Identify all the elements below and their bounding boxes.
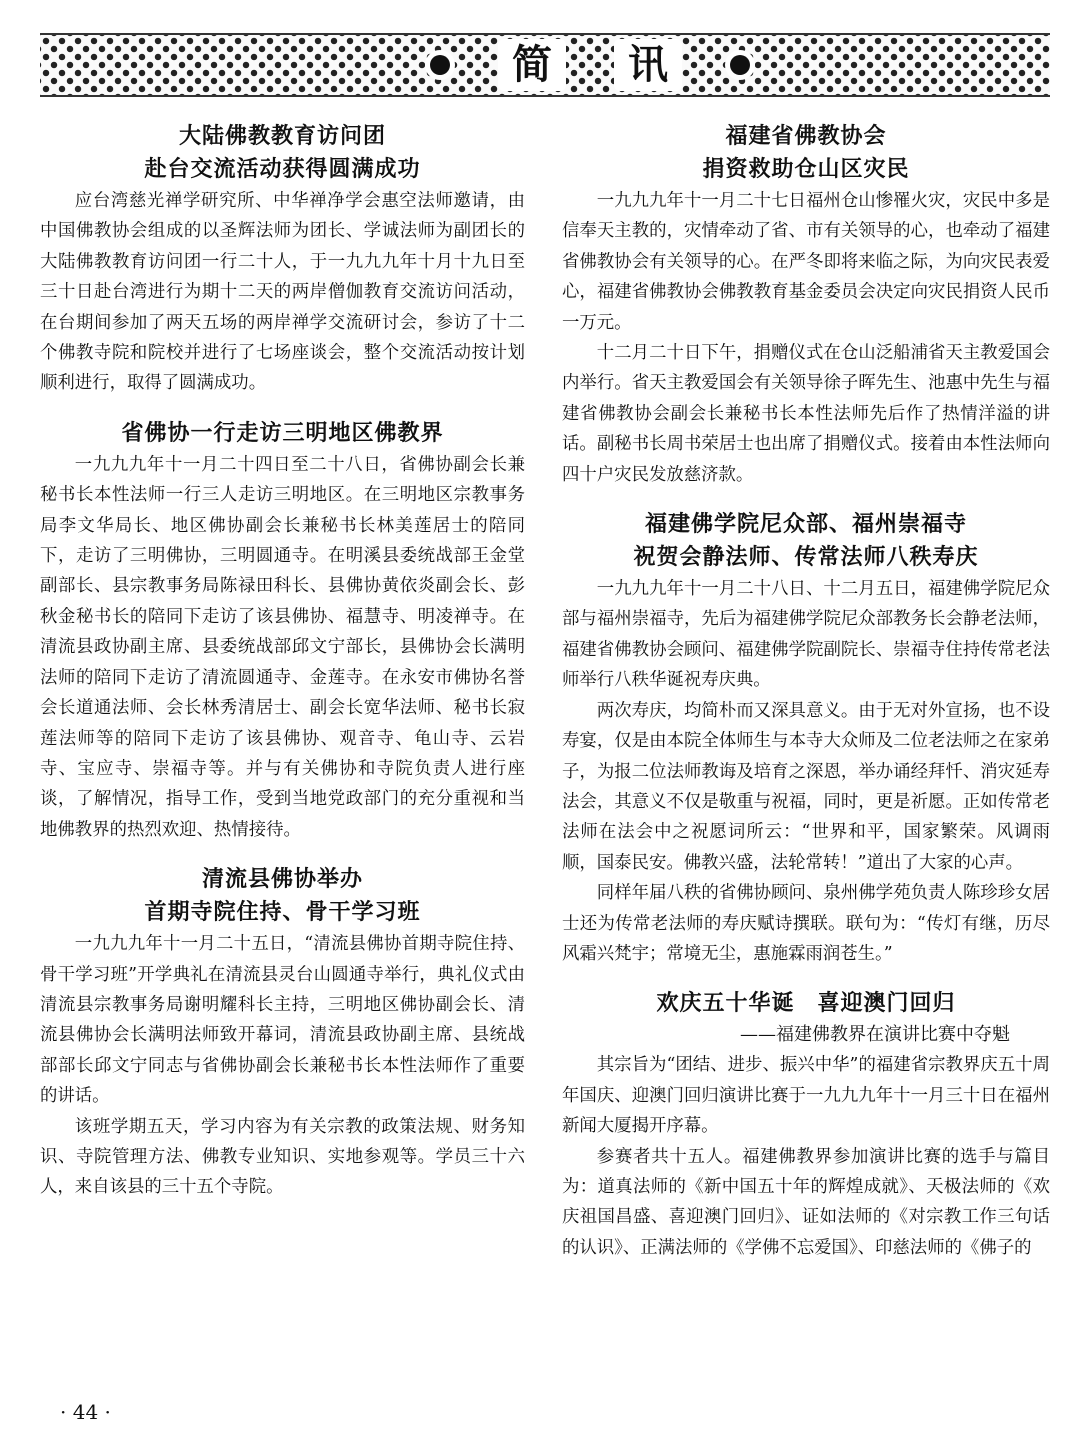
bullet-dot-icon <box>430 55 450 75</box>
banner-char-right: 讯 <box>614 39 682 91</box>
right-column <box>562 120 1050 1281</box>
article-paragraph: 同样年届八秩的省佛协顾问、泉州佛学苑负责人陈珍珍女居士还为传常老法师的寿庆赋诗撰联。联句为：“传灯有继，历尽风霜兴梵宇；常境无尘，惠施霖雨润苍生。” <box>562 883 1050 964</box>
article-title-line: 福建佛学院尼众部、福州崇福寺 <box>644 512 967 538</box>
article-title-line: 欢庆五十华诞 喜迎澳门回归 <box>656 991 956 1017</box>
article-paragraph: 其宗旨为“团结、进步、振兴中华”的福建省宗教界庆五十周年国庆、迎澳门回归演讲比赛于一九九九年十一月三十日在福州新闻大厦揭开序幕。 <box>562 1055 1050 1137</box>
article-paragraph: 该班学期五天，学习内容为有关宗教的政策法规、财务知识、寺院管理方法、佛教专业知识、实地参观等。学员三十六人，来自该县的三十五个寺院。 <box>40 1116 525 1198</box>
article-paragraph: 两次寿庆，均简朴而又深具意义。由于无对外宣扬，也不设寿宴，仅是由本院全体师生与本寺大众师及二位老法师之在家弟子，为报二位法师教诲及培育之深恩，举办诵经拜忏、消灾延寿法会，其意义不仅是敬重与祝福，同时，更是祈愿。正如传常老法师在法会中之祝愿词所云：“世界和平，国家繁荣。风调雨顺，国泰民安。佛教兴盛，法轮常转！”道出了大家的心声。 <box>562 700 1050 873</box>
article-sanming-visit <box>40 417 525 845</box>
article-paragraph: 一九九九年十一月二十七日福州仓山惨罹火灾，灾民中多是信奉天主教的，灾情牵动了省、市有关领导的心，也牵动了福建省佛教协会有关领导的心。在严冬即将来临之际，为向灾民表爱心，福建省佛教协会佛教教育基金委员会决定向灾民捐资人民币一万元。 <box>562 191 1050 333</box>
article-title-line: 省佛协一行走访三明地区佛教界 <box>121 420 444 446</box>
banner-title <box>340 35 840 95</box>
article-title-line: 捐资救助仓山区灾民 <box>702 157 910 182</box>
article-birthday-celebration <box>562 508 1050 969</box>
section-banner <box>40 33 1050 97</box>
article-title-line: 首期寺院住持、骨干学习班 <box>144 900 421 926</box>
page-number: · 44 · <box>60 1400 111 1424</box>
article-paragraph: 一九九九年十一月二十八日、十二月五日，福建佛学院尼众部与福州崇福寺，先后为福建佛学院尼众部教务长会静老法师，福建省佛教协会顾问、福建佛学院副院长、崇福寺住持传常老法师举行八秩华诞祝寿庆典。 <box>562 579 1050 691</box>
article-title-line: 福建省佛教协会 <box>725 124 887 149</box>
article-title-line: 祝贺会静法师、传常法师八秩寿庆 <box>633 545 979 571</box>
article-title-line: 清流县佛协举办 <box>201 867 363 893</box>
article-paragraph: 参赛者共十五人。福建佛教界参加演讲比赛的选手与篇目为：道真法师的《新中国五十年的辉煌成就》、天极法师的《欢庆祖国昌盛、喜迎澳门回归》、证如法师的《对宗教工作三句话的认识》、正满法师的《学佛不忘爱国》、印慈法师的《佛子的 <box>562 1146 1050 1258</box>
bullet-dot-icon <box>730 55 750 75</box>
banner-char-left: 简 <box>498 39 566 91</box>
article-title-line: 赴台交流活动获得圆满成功 <box>144 157 421 182</box>
article-paragraph: 一九九九年十一月二十五日，“清流县佛协首期寺院住持、骨干学习班”开学典礼在清流县灵台山圆通寺举行，典礼仪式由清流县宗教事务局谢明耀科长主持，三明地区佛协副会长、清流县佛协会长满明法师致开幕词，清流县政协副主席、县统战部部长邱文宁同志与省佛协副会长兼秘书长本性法师作了重要的讲话。 <box>40 934 525 1107</box>
article-paragraph: 应台湾慈光禅学研究所、中华禅净学会惠空法师邀请，由中国佛教协会组成的以圣辉法师为团长、学诚法师为副团长的大陆佛教教育访问团一行二十人，于一九九九年十月十九日至三十日赴台湾进行为期十二天的两岸僧伽教育交流访问活动，在台期间参加了两天五场的两岸禅学交流研讨会，参访了十二个佛教寺院和院校并进行了七场座谈会，整个交流活动按计划顺利进行，取得了圆满成功。 <box>40 191 525 394</box>
article-paragraph: 十二月二十日下午，捐赠仪式在仓山泛船浦省天主教爱国会内举行。省天主教爱国会有关领导徐子晖先生、池惠中先生与福建省佛教协会副会长兼秘书长本性法师先后作了热情洋溢的讲话。副秘书长周书荣居士也出席了捐赠仪式。接着由本性法师向四十户灾民发放慈济款。 <box>562 343 1050 485</box>
article-visit-taiwan <box>40 120 525 399</box>
article-paragraph: 一九九九年十一月二十四日至二十八日，省佛协副会长兼秘书长本性法师一行三人走访三明地区。在三明地区宗教事务局李文华局长、地区佛协副会长兼秘书长林美莲居士的陪同下，走访了三明佛协，三明圆通寺。在明溪县委统战部王金堂副部长、县宗教事务局陈禄田科长、县佛协黄依炎副会长、彭秋金秘书长的陪同下走访了该县佛协、福慧寺、明凌禅寺。在清流县政协副主席、县委统战部邱文宁部长，县佛协会长满明法师的陪同下走访了清流圆通寺、金莲寺。在永安市佛协名誉会长道通法师、会长林秀清居士、副会长宽华法师、秘书长寂莲法师等的陪同下走访了该县佛协、观音寺、龟山寺、云岩寺、宝应寺、崇福寺等。并与有关佛协和寺院负责人进行座谈，了解情况，指导工作，受到当地党政部门的充分重视和当地佛教界的热烈欢迎、热情接待。 <box>40 454 525 840</box>
article-subtitle: ——福建佛教界在演讲比赛中夺魁 <box>740 1024 1010 1046</box>
left-column <box>40 120 525 1221</box>
article-qingliu-class <box>40 863 525 1203</box>
article-title-line: 大陆佛教教育访问团 <box>178 124 386 149</box>
article-speech-contest <box>562 987 1050 1263</box>
article-fire-relief <box>562 120 1050 490</box>
